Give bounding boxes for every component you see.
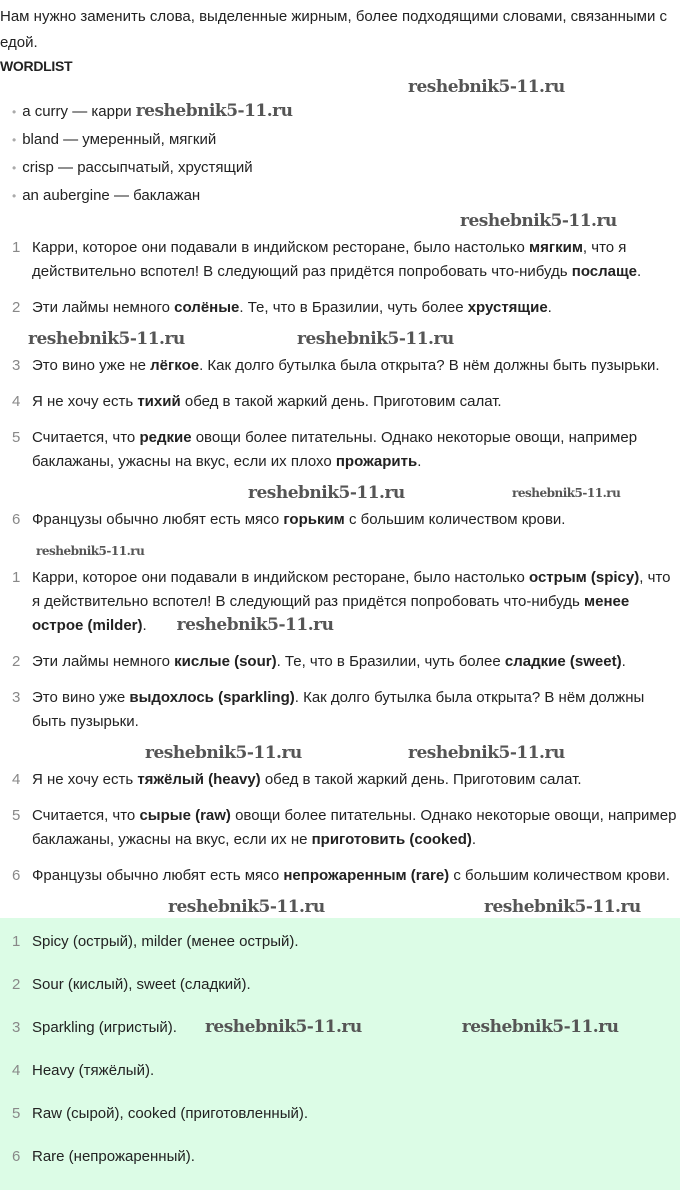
highlighted-word: тяжёлый (heavy) bbox=[137, 771, 261, 788]
task-number: 4 bbox=[12, 393, 21, 410]
task-number: 3 bbox=[12, 357, 21, 374]
corrected-text bbox=[12, 864, 677, 888]
text-segment: Французы обычно любят есть мясо bbox=[32, 867, 284, 884]
task-number: 2 bbox=[12, 299, 21, 316]
text-segment: . Те, что в Бразилии, чуть более bbox=[239, 299, 468, 316]
watermark: reshebnik5-11.ru bbox=[176, 615, 334, 635]
answer-text-content: Sour (кислый), sweet (сладкий). bbox=[32, 976, 251, 993]
corrected-item bbox=[12, 860, 677, 896]
text-segment: с большим количеством крови. bbox=[449, 867, 670, 884]
text-segment: Я не хочу есть bbox=[32, 393, 138, 410]
corrected-number: 3 bbox=[12, 689, 21, 706]
answer-text bbox=[12, 930, 677, 954]
corrected-item bbox=[12, 562, 677, 646]
text-segment: . Как долго бутылка была открыта? В нём должны быть пузырьки. bbox=[199, 357, 660, 374]
text-segment: Французы обычно любят есть мясо bbox=[32, 511, 284, 528]
answer-text-content: Heavy (тяжёлый). bbox=[32, 1062, 155, 1079]
text-segment: Эти лаймы немного bbox=[32, 299, 175, 316]
answer-number: 1 bbox=[12, 933, 21, 950]
bullet-icon: • bbox=[12, 133, 17, 147]
highlighted-word: сладкие (sweet) bbox=[504, 653, 622, 670]
text-segment: обед в такой жаркий день. Приготовим салат. bbox=[260, 771, 582, 788]
text-segment: Я не хочу есть bbox=[32, 771, 138, 788]
highlighted-word: послаще bbox=[571, 263, 638, 280]
task-item bbox=[12, 504, 677, 540]
text-segment: . bbox=[547, 299, 552, 316]
watermark: reshebnik5-11.ru bbox=[168, 897, 325, 917]
intro-text: Нам нужно заменить слова, выделенные жирным, более подходящими словами, связанными с едой. bbox=[0, 8, 668, 51]
answer-text bbox=[12, 973, 677, 997]
text-segment: Это вино уже не bbox=[32, 357, 151, 374]
corrected-item bbox=[12, 800, 677, 860]
answer-item bbox=[12, 924, 677, 967]
task-number: 6 bbox=[12, 511, 21, 528]
watermark-row bbox=[0, 742, 680, 764]
text-segment: . Те, что в Бразилии, чуть более bbox=[276, 653, 505, 670]
watermark: reshebnik5-11.ru bbox=[408, 77, 565, 97]
task-item bbox=[12, 292, 677, 328]
text-segment: Считается, что bbox=[32, 429, 140, 446]
answer-item bbox=[12, 1139, 677, 1182]
corrected-text bbox=[12, 768, 677, 792]
text-segment: , что я действительно вспотел! В следующий раз придётся попробовать что-нибудь bbox=[32, 239, 627, 280]
answer-number: 4 bbox=[12, 1062, 21, 1079]
text-segment: . bbox=[417, 453, 422, 470]
watermark: reshebnik5-11.ru bbox=[461, 1017, 619, 1037]
highlighted-word: острым (spicy) bbox=[529, 569, 640, 586]
text-segment: . bbox=[637, 263, 642, 280]
wordlist-text: a curry — карри bbox=[22, 103, 132, 120]
text-segment: . Как долго бутылка была открыта? В нём должны быть пузырьки. bbox=[32, 689, 645, 730]
text-segment: . bbox=[471, 831, 477, 848]
corrected-number: 2 bbox=[12, 653, 21, 670]
watermark: reshebnik5-11.ru bbox=[408, 743, 565, 763]
wordlist-text: an aubergine — баклажан bbox=[22, 187, 201, 204]
highlighted-word: менее острое (milder) bbox=[32, 593, 630, 634]
highlighted-word: мягким bbox=[529, 239, 583, 256]
answer-number: 2 bbox=[12, 976, 21, 993]
highlighted-word: кислые (sour) bbox=[174, 653, 277, 670]
watermark-row bbox=[0, 482, 680, 504]
task-number: 1 bbox=[12, 239, 21, 256]
wordlist-item bbox=[12, 126, 680, 154]
corrected-list bbox=[0, 562, 680, 918]
wordlist-item bbox=[12, 98, 680, 126]
watermark: reshebnik5-11.ru bbox=[36, 544, 145, 558]
highlighted-word: тихий bbox=[137, 393, 181, 410]
text-segment: . bbox=[142, 617, 147, 634]
answer-text-content: Raw (сырой), cooked (приготовленный). bbox=[32, 1105, 309, 1122]
wordlist-item bbox=[12, 154, 680, 182]
task-number: 5 bbox=[12, 429, 21, 446]
answers-panel bbox=[0, 918, 680, 1190]
text-segment: Это вино уже bbox=[32, 689, 130, 706]
watermark: reshebnik5-11.ru bbox=[512, 486, 621, 500]
answer-item bbox=[12, 1096, 677, 1139]
watermark-row bbox=[0, 210, 680, 232]
text-segment: Карри, которое они подавали в индийском ресторане, было настолько bbox=[32, 569, 529, 586]
highlighted-word: сырые (raw) bbox=[139, 807, 231, 824]
text-segment: Считается, что bbox=[32, 807, 140, 824]
watermark: reshebnik5-11.ru bbox=[297, 329, 454, 349]
highlighted-word: хрустящие bbox=[467, 299, 548, 316]
task-text bbox=[12, 236, 677, 284]
answer-item bbox=[12, 1053, 677, 1096]
watermark-row bbox=[0, 896, 680, 918]
answer-number: 3 bbox=[12, 1019, 21, 1036]
answer-text bbox=[12, 1145, 677, 1169]
highlighted-word: непрожаренным (rare) bbox=[283, 867, 450, 884]
text-segment: . bbox=[621, 653, 626, 670]
watermark: reshebnik5-11.ru bbox=[460, 211, 617, 231]
task-item bbox=[12, 422, 677, 482]
text-segment: обед в такой жаркий день. Приготовим салат. bbox=[180, 393, 502, 410]
answer-item bbox=[12, 967, 677, 1010]
task-item bbox=[12, 386, 677, 422]
answer-number: 5 bbox=[12, 1105, 21, 1122]
text-segment: , что я действительно вспотел! В следующий раз придётся попробовать что-нибудь bbox=[32, 569, 671, 610]
corrected-number: 6 bbox=[12, 867, 21, 884]
task-text bbox=[12, 296, 677, 320]
text-segment: Карри, которое они подавали в индийском ресторане, было настолько bbox=[32, 239, 529, 256]
task-text bbox=[12, 354, 677, 378]
text-segment: овощи более питательны. Однако некоторые овощи, например баклажаны, ужасны на вкус, если их плохо bbox=[32, 429, 638, 470]
highlighted-word: солёные bbox=[174, 299, 240, 316]
wordlist bbox=[12, 98, 680, 210]
exercise-list bbox=[0, 210, 680, 562]
corrected-item bbox=[12, 646, 677, 682]
corrected-number: 5 bbox=[12, 807, 21, 824]
task-text bbox=[12, 426, 677, 474]
corrected-item bbox=[12, 764, 677, 800]
answer-text bbox=[12, 1059, 677, 1083]
bullet-icon: • bbox=[12, 105, 17, 119]
corrected-number: 4 bbox=[12, 771, 21, 788]
answer-number: 6 bbox=[12, 1148, 21, 1165]
wordlist-item bbox=[12, 182, 680, 210]
watermark-row bbox=[0, 328, 680, 350]
watermark-row bbox=[0, 76, 680, 98]
wordlist-title: WORDLIST bbox=[0, 58, 73, 74]
highlighted-word: лёгкое bbox=[150, 357, 200, 374]
text-segment: Эти лаймы немного bbox=[32, 653, 175, 670]
watermark: reshebnik5-11.ru bbox=[145, 743, 302, 763]
text-segment: овощи более питательны. Однако некоторые овощи, например баклажаны, ужасны на вкус, если их не bbox=[32, 807, 677, 848]
task-item bbox=[12, 232, 677, 292]
task-item bbox=[12, 350, 677, 386]
corrected-number: 1 bbox=[12, 569, 21, 586]
highlighted-word: выдохлось (sparkling) bbox=[129, 689, 295, 706]
watermark: reshebnik5-11.ru bbox=[204, 1017, 362, 1037]
corrected-text bbox=[12, 650, 677, 674]
highlighted-word: прожарить bbox=[335, 453, 418, 470]
highlighted-word: приготовить (cooked) bbox=[311, 831, 472, 848]
corrected-item bbox=[12, 682, 677, 742]
task-text bbox=[12, 390, 677, 414]
wordlist-text: bland — умеренный, мягкий bbox=[22, 131, 217, 148]
corrected-text bbox=[12, 804, 677, 852]
answer-text-content: Sparkling (игристый). bbox=[32, 1019, 177, 1036]
bullet-icon: • bbox=[12, 189, 17, 203]
text-segment: с большим количеством крови. bbox=[344, 511, 566, 528]
corrected-text bbox=[12, 566, 677, 638]
highlighted-word: редкие bbox=[139, 429, 192, 446]
bullet-icon: • bbox=[12, 161, 17, 175]
answer-text-content: Spicy (острый), milder (менее острый). bbox=[32, 933, 299, 950]
watermark: reshebnik5-11.ru bbox=[484, 897, 641, 917]
answer-text-content: Rare (непрожаренный). bbox=[32, 1148, 195, 1165]
highlighted-word: горьким bbox=[283, 511, 345, 528]
corrected-text bbox=[12, 686, 677, 734]
wordlist-text: crisp — рассыпчатый, хрустящий bbox=[22, 159, 253, 176]
task-text bbox=[12, 508, 677, 532]
watermark: reshebnik5-11.ru bbox=[28, 329, 185, 349]
answer-text bbox=[12, 1016, 677, 1040]
watermark: reshebnik5-11.ru bbox=[135, 101, 293, 121]
watermark-row bbox=[0, 540, 680, 562]
answer-text bbox=[12, 1102, 677, 1126]
answer-item bbox=[12, 1010, 677, 1053]
watermark: reshebnik5-11.ru bbox=[248, 483, 405, 503]
